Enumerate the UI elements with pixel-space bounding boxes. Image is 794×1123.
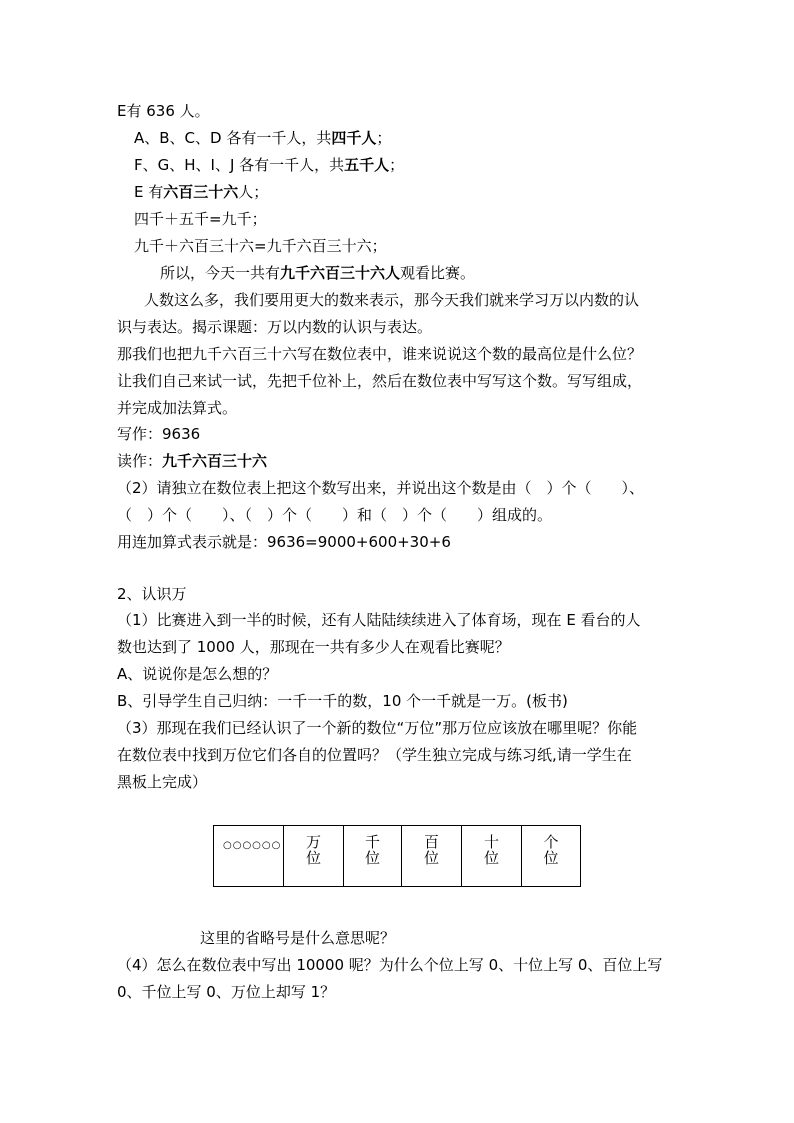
bold-segment: 四千人 [331,129,377,147]
text-line-2 [134,128,391,148]
text-line-11: 让我们自己来试一试，先把千位补上，然后在数位表中写写这个数。写写组成， [117,372,643,390]
text-line-14 [117,451,267,471]
text-segment: 观看比赛。 [400,264,476,282]
text-line-17: 用连加算式表示就是：9636=9000+600+30+6 [117,533,451,551]
text-segment: 人； [238,183,269,201]
column-char: 百 [423,833,439,851]
column-shi [462,826,522,887]
text-line-27: （4）怎么在数位表中写出 10000 呢？为什么个位上写 0、十位上写 0、百位上写 [117,956,663,974]
column-char: 位 [483,849,499,867]
text-segment: E 有 [134,183,164,201]
text-line-8: 人数这么多，我们要用更大的数来表示，那今天我们就来学习万以内数的认 [144,291,640,309]
column-char: 万 [305,833,321,851]
text-segment: A、B、C、D 各有一千人，共 [134,129,332,147]
text-line-10: 那我们也把九千六百三十六写在数位表中，谁来说说这个数的最高位是什么位？ [117,345,643,363]
text-line-20: 数也达到了 1000 人，那现在一共有多少人在观看比赛呢？ [117,638,510,656]
text-line-25: 黑板上完成） [117,773,208,791]
column-bai [402,826,462,887]
text-line-9: 识与表达。揭示课题：万以内数的认识与表达。 [117,318,433,336]
text-segment: ； [389,156,405,174]
column-char: 位 [305,849,321,867]
text-line-16: （ ）个（ ）、（ ）个（ ）和（ ）个（ ）组成的。 [117,506,553,524]
text-segment: F、G、H、I、J 各有一千人，共 [134,156,345,174]
text-line-12: 并完成加法算式。 [117,399,238,417]
column-ge [522,826,581,887]
column-char: 十 [483,833,499,851]
text-line-4 [134,182,268,202]
text-line-23: （3）那现在我们已经认识了一个新的数位“万位”那万位应该放在哪里呢？你能 [117,719,638,737]
text-line-6: 九千＋六百三十六=九千六百三十六； [134,237,387,255]
bold-segment: 五千人 [344,156,390,174]
ellipsis-cell: ○○○○○○ [214,826,284,887]
column-char: 位 [543,849,559,867]
text-line-28: 0、千位上写 0、万位上却写 1？ [117,983,336,1001]
text-line-13: 写作：9636 [117,425,201,443]
section-heading: 2、认识万 [117,585,187,603]
column-char: 位 [423,849,439,867]
text-line-15: （2）请独立在数位表上把这个数写出来，并说出这个数是由（ ）个（ ）、 [117,479,645,497]
text-line-24: 在数位表中找到万位它们各自的位置吗？（学生独立完成与练习纸,请一学生在 [117,746,632,764]
text-segment: 所以，今天一共有 [160,264,281,282]
text-segment: ； [376,129,392,147]
text-line-1: E有 636 人。 [117,102,210,120]
text-line-22: B、引导学生自己归纳：一千一千的数，10 个一千就是一万。(板书) [117,692,568,710]
column-char: 个 [543,833,559,851]
place-value-table [213,825,581,887]
text-line-26: 这里的省略号是什么意思呢？ [200,929,396,947]
text-line-19: （1）比赛进入到一半的时候，还有人陆陆续续进入了体育场，现在 E 看台的人 [117,611,641,629]
column-qian [344,826,402,887]
text-line-5: 四千＋五千=九千； [134,210,267,228]
column-char: 千 [364,833,380,851]
column-wan [284,826,344,887]
text-line-21: A、说说你是怎么想的？ [117,665,278,683]
text-segment: 读作： [117,452,163,470]
bold-segment: 六百三十六 [163,183,239,201]
text-line-7 [160,263,475,283]
column-char: 位 [364,849,380,867]
bold-segment: 九千六百三十六人 [280,264,401,282]
bold-segment: 九千六百三十六 [162,452,268,470]
text-line-3 [134,155,404,175]
